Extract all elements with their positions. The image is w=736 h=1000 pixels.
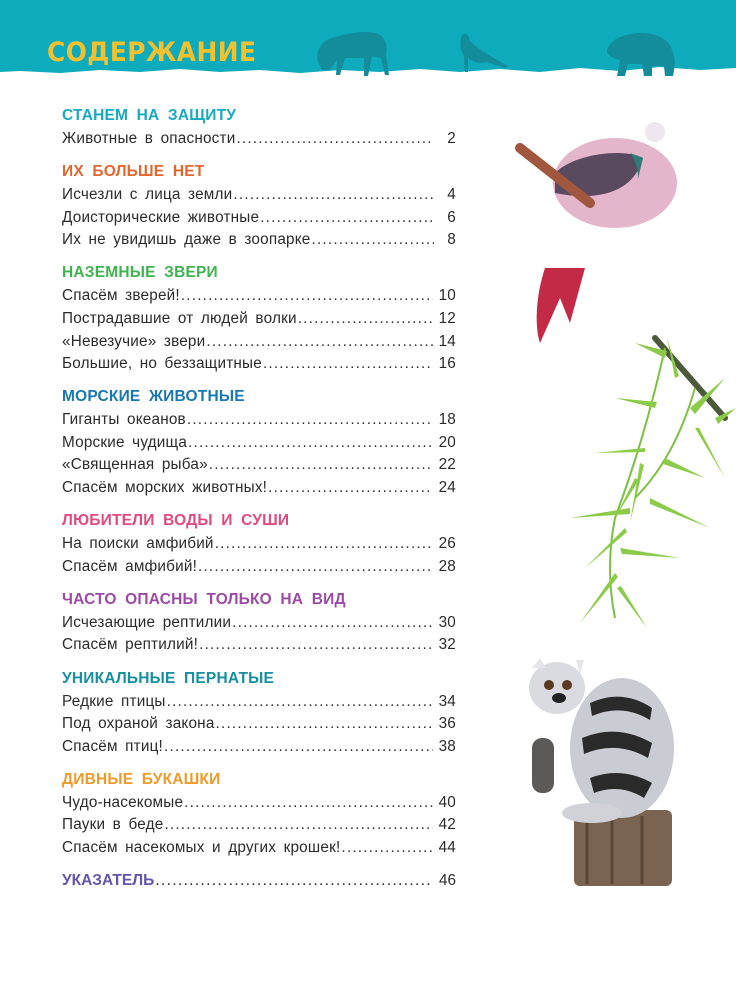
page-title: СОДЕРЖАНИЕ: [47, 37, 257, 68]
entry-page-number: 8: [447, 231, 456, 249]
entry-page-number: 22: [438, 456, 456, 474]
dot-leader: [199, 634, 433, 657]
section-heading: СТАНЕМ НА ЗАЩИТУ: [62, 107, 237, 124]
entry-title: Пауки в беде: [62, 816, 164, 834]
dot-leader: [216, 713, 433, 736]
section-heading: ЧАСТО ОПАСНЫ ТОЛЬКО НА ВИД: [62, 590, 346, 608]
entry-page-number: 16: [438, 355, 456, 373]
entry-page-number: 14: [438, 332, 456, 350]
index-page-number: 46: [438, 872, 456, 890]
entry-page-number: 28: [438, 557, 456, 575]
entry-title: Доисторические животные: [62, 208, 260, 226]
entry-title: Гиганты океанов: [62, 411, 186, 429]
toc-entry[interactable]: [62, 814, 456, 837]
pigeon-on-bamboo-illustration: [515, 118, 736, 633]
dot-leader: [268, 477, 432, 500]
table-of-contents: [62, 104, 456, 893]
toc-entry[interactable]: [62, 285, 456, 308]
dot-leader: [260, 207, 434, 230]
toc-section: [62, 509, 456, 578]
toc-entry[interactable]: [62, 556, 456, 579]
toc-entry[interactable]: [62, 454, 456, 477]
entry-page-number: 24: [438, 479, 456, 497]
toc-index-entry[interactable]: [62, 869, 456, 893]
dot-leader: [232, 612, 432, 635]
toc-entry[interactable]: [62, 713, 456, 736]
entry-title: Спасём морских животных!: [62, 479, 268, 497]
dot-leader: [184, 792, 432, 815]
toc-entry[interactable]: [62, 353, 456, 376]
dot-leader: [164, 814, 432, 837]
toc-entry[interactable]: [62, 229, 456, 252]
pigeon: [520, 122, 677, 343]
toc-section: [62, 588, 456, 657]
section-heading: МОРСКИЕ ЖИВОТНЫЕ: [62, 388, 245, 406]
toc-section: [62, 385, 456, 499]
section-heading: НАЗЕМНЫЕ ЗВЕРИ: [62, 264, 218, 282]
entry-page-number: 10: [438, 287, 456, 305]
dot-leader: [188, 432, 433, 455]
entry-title: На поиски амфибий: [62, 535, 214, 553]
toc-entry[interactable]: [62, 477, 456, 500]
dot-leader: [164, 736, 433, 759]
entry-title: Спасём зверей!: [62, 287, 180, 305]
toc-entry[interactable]: [62, 634, 456, 657]
toc-entry[interactable]: [62, 691, 456, 714]
entry-page-number: 40: [438, 793, 456, 811]
toc-section: [62, 261, 456, 375]
toc-entry[interactable]: [62, 792, 456, 815]
entry-page-number: 18: [438, 411, 456, 429]
dot-leader: [341, 837, 432, 860]
toc-section: [62, 160, 456, 252]
entry-page-number: 26: [438, 535, 456, 553]
entry-page-number: 4: [447, 186, 456, 204]
entry-title: Большие, но беззащитные: [62, 355, 262, 373]
toc-entry[interactable]: [62, 736, 456, 759]
entry-title: Исчезающие рептилии: [62, 613, 232, 631]
toc-entry[interactable]: [62, 331, 456, 354]
section-heading: ИХ БОЛЬШЕ НЕТ: [62, 163, 205, 181]
dot-leader: [206, 331, 432, 354]
header-banner: [0, 0, 736, 80]
toc-section: [62, 667, 456, 759]
entry-page-number: 20: [438, 433, 456, 451]
toc-entry[interactable]: [62, 308, 456, 331]
entry-title: Спасём птиц!: [62, 737, 164, 755]
section-heading: ЛЮБИТЕЛИ ВОДЫ И СУШИ: [62, 512, 290, 530]
dot-leader: [312, 229, 434, 252]
toc-section: [62, 104, 456, 151]
dot-leader: [187, 409, 433, 432]
toc-entry[interactable]: [62, 184, 456, 207]
index-title: УКАЗАТЕЛЬ: [62, 872, 155, 890]
entry-page-number: 44: [438, 838, 456, 856]
entry-page-number: 6: [447, 208, 456, 226]
entry-page-number: 12: [438, 309, 456, 327]
entry-title: Их не увидишь даже в зоопарке: [62, 231, 311, 249]
entry-title: «Невезучие» звери: [62, 332, 206, 350]
entry-page-number: 34: [438, 692, 456, 710]
entry-page-number: 36: [438, 715, 456, 733]
entry-title: Спасём амфибий!: [62, 557, 198, 575]
entry-title: Спасём рептилий!: [62, 636, 199, 654]
dot-leader: [298, 308, 433, 331]
entry-page-number: 38: [438, 737, 456, 755]
toc-entry[interactable]: [62, 533, 456, 556]
bamboo-leaves: [570, 338, 736, 628]
toc-entry[interactable]: [62, 128, 456, 151]
entry-title: Под охраной закона: [62, 715, 215, 733]
dot-leader: [167, 691, 433, 714]
section-heading: ДИВНЫЕ БУКАШКИ: [62, 770, 221, 788]
dot-leader: [181, 285, 433, 308]
entry-title: Спасём насекомых и других крошек!: [62, 838, 341, 856]
entry-title: Исчезли с лица земли: [62, 186, 233, 204]
entry-title: Чудо-насекомые: [62, 793, 184, 811]
dot-leader: [155, 869, 433, 893]
dot-leader: [233, 184, 434, 207]
entry-page-number: 42: [438, 816, 456, 834]
entry-title: «Священная рыба»: [62, 456, 208, 474]
entry-title: Пострадавшие от людей волки: [62, 309, 297, 327]
dot-leader: [209, 454, 433, 477]
toc-entry[interactable]: [62, 409, 456, 432]
toc-section: [62, 768, 456, 860]
lemur-illustration: [512, 648, 682, 888]
entry-page-number: 30: [438, 613, 456, 631]
entry-title: Редкие птицы: [62, 692, 166, 710]
entry-page-number: 32: [438, 636, 456, 654]
entry-page-number: 2: [447, 130, 456, 147]
toc-entry[interactable]: [62, 837, 456, 860]
toc-entry[interactable]: [62, 432, 456, 455]
dot-leader: [236, 128, 434, 151]
section-heading: УНИКАЛЬНЫЕ ПЕРНАТЫЕ: [62, 669, 275, 687]
dot-leader: [215, 533, 433, 556]
entry-title: Животные в опасности: [62, 130, 236, 147]
dot-leader: [198, 556, 433, 579]
toc-entry[interactable]: [62, 207, 456, 230]
entry-title: Морские чудища: [62, 433, 188, 451]
dot-leader: [263, 353, 433, 376]
toc-entry[interactable]: [62, 612, 456, 635]
